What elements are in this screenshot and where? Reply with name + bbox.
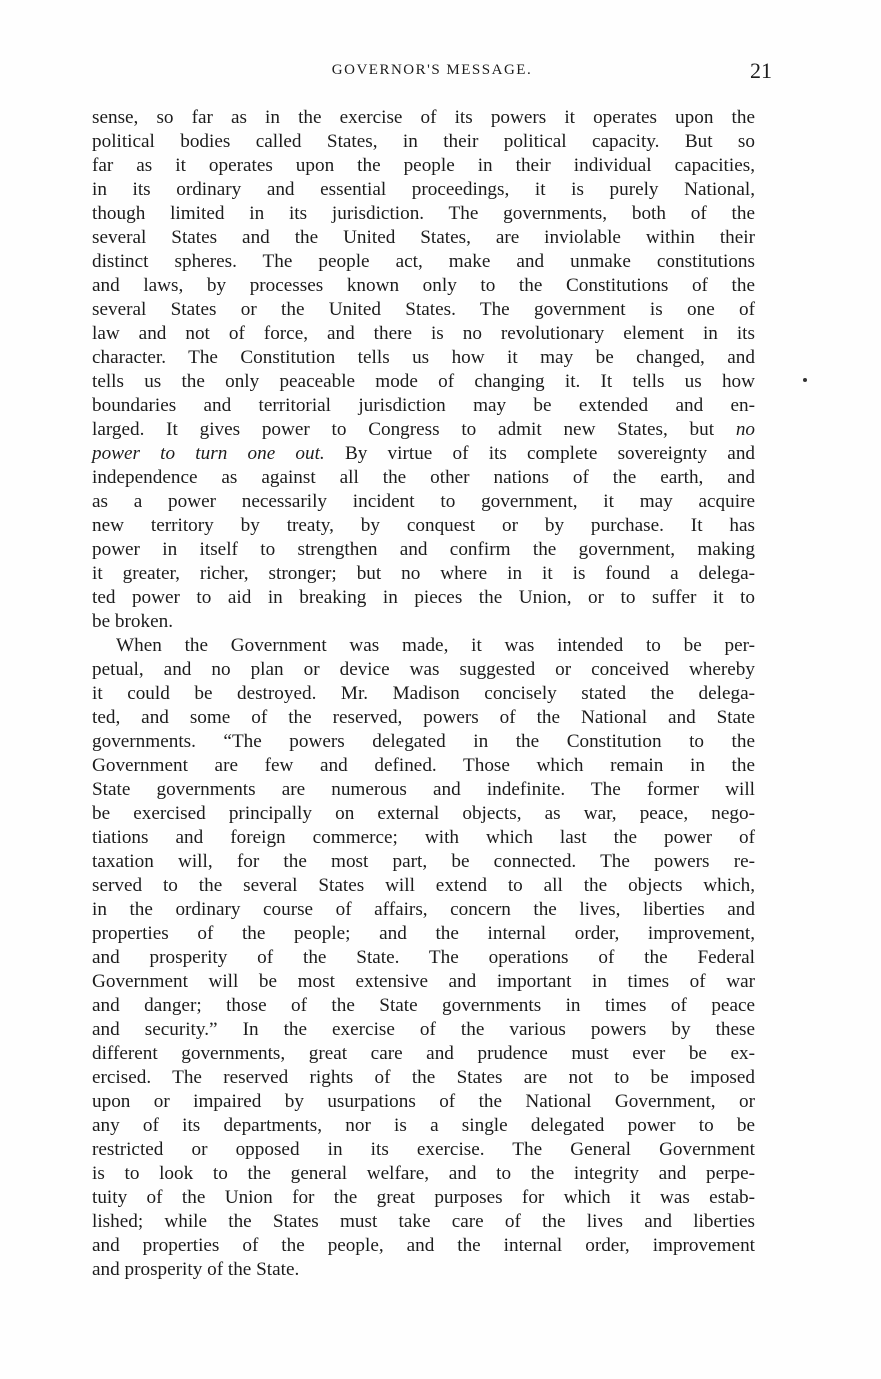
line-text: character. The Constitution tells us how it may be changed, and (92, 347, 755, 368)
text-line (92, 946, 755, 970)
line-text: is to look to the general welfare, and to the integrity and perpe- (92, 1163, 755, 1184)
text-line (92, 754, 755, 778)
body-text (92, 106, 755, 1282)
line-text: served to the several States will extend to all the objects which, (92, 875, 755, 896)
line-text: governments. “The powers delegated in the Constitution to the (92, 731, 755, 752)
line-text: tuity of the Union for the great purposes for which it was estab- (92, 1187, 755, 1208)
line-text: it greater, richer, stronger; but no where in it is found a delega- (92, 563, 755, 584)
line-text: political bodies called States, in their political capacity. But so (92, 131, 755, 152)
text-line (92, 802, 755, 826)
text-line (92, 658, 755, 682)
line-text: By virtue of its complete sovereignty and (344, 443, 756, 464)
line-text: power in itself to strengthen and confirm the government, making (92, 539, 755, 560)
text-line (92, 202, 755, 226)
text-line (92, 778, 755, 802)
line-text: Government will be most extensive and important in times of war (92, 971, 755, 992)
line-text: and prosperity of the State. The operations of the Federal (92, 947, 755, 968)
text-line (92, 922, 755, 946)
text-line (92, 178, 755, 202)
text-line (92, 490, 755, 514)
line-text: tiations and foreign commerce; with which last the power of (92, 827, 755, 848)
text-line (92, 874, 755, 898)
text-line (92, 1066, 755, 1090)
running-head (92, 58, 772, 88)
line-text: it could be destroyed. Mr. Madison concisely stated the delega- (92, 683, 755, 704)
text-line (92, 1234, 755, 1258)
line-text: new territory by treaty, by conquest or by purchase. It has (92, 515, 755, 536)
line-text: Government are few and defined. Those which remain in the (92, 755, 755, 776)
line-text: and properties of the people, and the internal order, improvement (92, 1235, 755, 1256)
line-text: law and not of force, and there is no revolutionary element in its (92, 323, 755, 344)
line-text: lished; while the States must take care of the lives and liberties (92, 1211, 755, 1232)
text-line (92, 682, 755, 706)
text-line (92, 1138, 755, 1162)
text-line (92, 586, 755, 610)
text-line (92, 1258, 755, 1282)
text-line (92, 898, 755, 922)
text-line (92, 538, 755, 562)
line-text: upon or impaired by usurpations of the National Government, or (92, 1091, 755, 1112)
line-text: and prosperity of the State. (92, 1259, 300, 1280)
line-text: tells us the only peaceable mode of changing it. It tells us how (92, 371, 755, 392)
ink-speck (803, 378, 807, 382)
text-line (92, 466, 755, 490)
line-text: independence as against all the other nations of the earth, and (92, 467, 755, 488)
text-line (92, 970, 755, 994)
paragraph (92, 106, 755, 634)
text-line (92, 250, 755, 274)
text-line (92, 994, 755, 1018)
line-text: ted power to aid in breaking in pieces the Union, or to suffer it to (92, 587, 755, 608)
running-title: GOVERNOR'S MESSAGE. (331, 62, 533, 78)
line-text: and danger; those of the State governments in times of peace (92, 995, 755, 1016)
line-text: larged. It gives power to Congress to admit new States, but (92, 419, 715, 440)
text-line (92, 370, 755, 394)
line-text: and security.” In the exercise of the various powers by these (92, 1019, 755, 1040)
text-line (92, 514, 755, 538)
text-line (92, 730, 755, 754)
line-text: be exercised principally on external objects, as war, peace, nego- (92, 803, 755, 824)
text-line (92, 130, 755, 154)
line-text: in its ordinary and essential proceedings, it is purely National, (92, 179, 755, 200)
line-text: several States or the United States. The government is one of (92, 299, 755, 320)
text-line (92, 1162, 755, 1186)
text-line (92, 634, 755, 658)
text-line (92, 346, 755, 370)
text-line (92, 706, 755, 730)
line-text: When the Government was made, it was intended to be per- (116, 635, 755, 656)
text-line (92, 106, 755, 130)
line-text: restricted or opposed in its exercise. The General Government (92, 1139, 755, 1160)
line-text: State governments are numerous and indefinite. The former will (92, 779, 755, 800)
text-line (92, 562, 755, 586)
text-line (92, 322, 755, 346)
italic-text: no (735, 419, 755, 440)
line-text: different governments, great care and prudence must ever be ex- (92, 1043, 755, 1064)
text-line (92, 1042, 755, 1066)
line-text: as a power necessarily incident to government, it may acquire (92, 491, 755, 512)
line-text: boundaries and territorial jurisdiction may be extended and en- (92, 395, 755, 416)
line-text: any of its departments, nor is a single delegated power to be (92, 1115, 755, 1136)
line-text: and laws, by processes known only to the Constitutions of the (92, 275, 755, 296)
line-text: sense, so far as in the exercise of its powers it operates upon the (92, 107, 755, 128)
line-text: taxation will, for the most part, be connected. The powers re- (92, 851, 755, 872)
line-text: distinct spheres. The people act, make and unmake constitutions (92, 251, 755, 272)
line-text: ted, and some of the reserved, powers of the National and State (92, 707, 755, 728)
text-line (92, 850, 755, 874)
text-line (92, 1114, 755, 1138)
line-text: though limited in its jurisdiction. The governments, both of the (92, 203, 755, 224)
line-text: several States and the United States, are inviolable within their (92, 227, 755, 248)
paragraph (92, 634, 755, 1282)
text-line (92, 1090, 755, 1114)
line-text: petual, and no plan or device was suggested or conceived whereby (92, 659, 755, 680)
page-number: 21 (750, 58, 772, 83)
text-line (92, 1210, 755, 1234)
text-line (92, 826, 755, 850)
line-text: far as it operates upon the people in their individual capacities, (92, 155, 755, 176)
text-line (92, 274, 755, 298)
text-line (92, 1018, 755, 1042)
line-text: ercised. The reserved rights of the States are not to be imposed (92, 1067, 755, 1088)
text-line (92, 226, 755, 250)
text-line (92, 1186, 755, 1210)
text-line (92, 298, 755, 322)
text-line (92, 394, 755, 418)
text-line (92, 442, 755, 466)
line-text: properties of the people; and the internal order, improvement, (92, 923, 755, 944)
italic-text: power to turn one out. (92, 443, 325, 464)
line-text: in the ordinary course of affairs, concern the lives, liberties and (92, 899, 755, 920)
line-text: be broken. (92, 611, 173, 632)
text-line (92, 154, 755, 178)
text-line (92, 610, 755, 634)
text-line (92, 418, 755, 442)
